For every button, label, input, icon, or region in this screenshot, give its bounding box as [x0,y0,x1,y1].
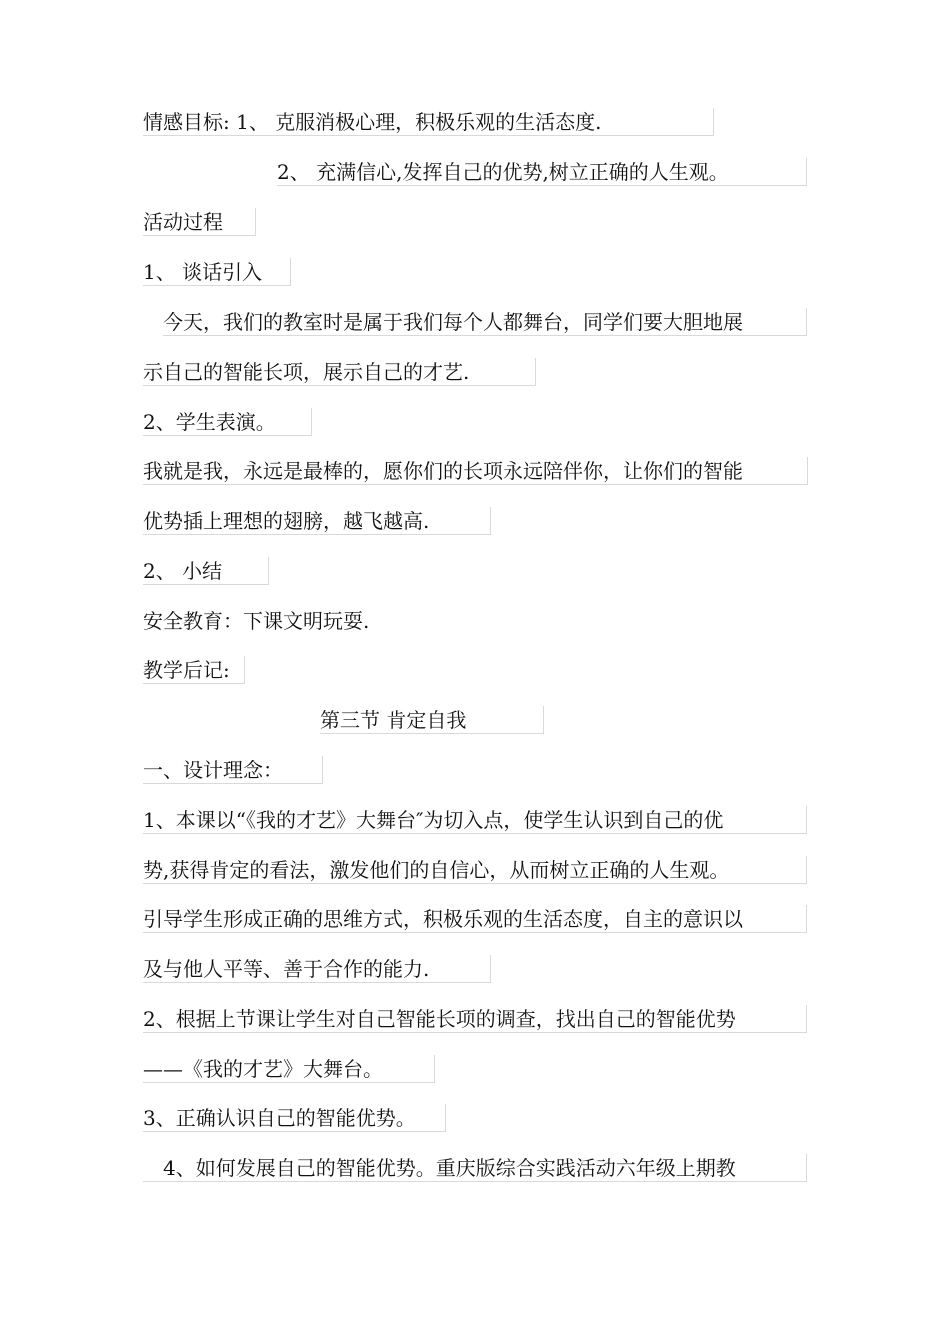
paragraph-line: ——《我的才艺》大舞台。 [143,1055,435,1083]
lesson-title: 第三节 肯定自我 [320,706,544,734]
affective-goal-1: 情感目标: 1、 克服消极心理，积极乐观的生活态度. [143,108,714,136]
step-heading: 1、 谈话引入 [143,258,291,286]
safety-education: 安全教育：下课文明玩耍. [143,609,370,633]
paragraph-line: 2、根据上节课让学生对自己智能长项的调查，找出自己的智能优势 [143,1005,807,1033]
paragraph-line: 我就是我，永远是最棒的，愿你们的长项永远陪伴你，让你们的智能 [143,457,808,485]
affective-goal-2: 2、 充满信心,发挥自己的优势,树立正确的人生观。 [277,158,807,186]
paragraph-line: 引导学生形成正确的思维方式，积极乐观的生活态度，自主的意识以 [143,905,807,933]
paragraph-line: 3、正确认识自己的智能优势。 [143,1104,446,1132]
paragraph-line: 1、本课以“《我的才艺》大舞台″为切入点，使学生认识到自己的优 [143,806,807,834]
paragraph-line: 示自己的智能长项，展示自己的才艺. [143,358,536,386]
step-heading: 2、学生表演。 [143,408,312,436]
paragraph-line: 及与他人平等、善于合作的能力. [143,955,491,983]
design-concept-heading: 一、设计理念： [143,756,323,784]
paragraph-line: 今天，我们的教室时是属于我们每个人都舞台，同学们要大胆地展 [163,308,807,336]
section-heading: 活动过程 [143,208,256,236]
teaching-notes-label: 教学后记: [143,656,245,684]
paragraph-line: 4、如何发展自己的智能优势。重庆版综合实践活动六年级上期教 [143,1154,807,1182]
paragraph-line: 优势插上理想的翅膀，越飞越高. [143,507,491,535]
paragraph-line: 势,获得肯定的看法，激发他们的自信心，从而树立正确的人生观。 [143,856,807,884]
step-heading: 2、 小结 [143,557,269,585]
